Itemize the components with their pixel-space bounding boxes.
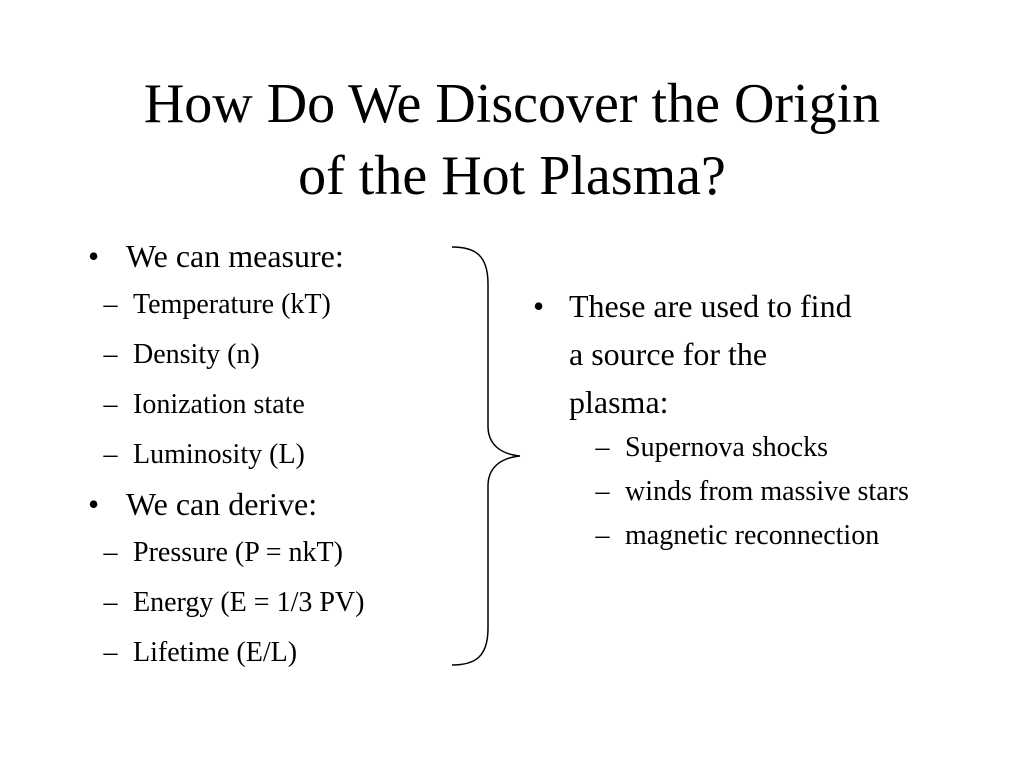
bullet-marker: • <box>88 238 100 274</box>
title-line-2: of the Hot Plasma? <box>298 145 726 207</box>
sub-item-text: Energy (E = 1/3 PV) <box>133 587 365 618</box>
dash-marker: – <box>595 520 610 551</box>
sub-item-text: magnetic reconnection <box>625 520 880 551</box>
sub-item-ionization <box>88 380 468 430</box>
sub-item-text: Temperature (kT) <box>133 289 331 320</box>
dash-marker: – <box>595 432 610 463</box>
sub-item-winds <box>580 470 953 514</box>
bullet-text-line-2: a source for the <box>569 336 768 372</box>
sub-item-luminosity <box>88 430 468 480</box>
sub-item-text: Density (n) <box>133 339 260 370</box>
sub-item-density <box>88 330 468 380</box>
right-column <box>533 282 953 558</box>
dash-marker: – <box>103 289 118 320</box>
derive-sub-list <box>88 528 468 678</box>
dash-marker: – <box>103 637 118 668</box>
dash-marker: – <box>595 476 610 507</box>
bullet-marker: • <box>533 288 545 324</box>
bullet-text: We can measure: <box>126 238 344 274</box>
sub-item-energy <box>88 578 468 628</box>
bullet-text-line-1: These are used to find <box>569 288 852 324</box>
dash-marker: – <box>103 389 118 420</box>
bullet-marker: • <box>88 486 100 522</box>
dash-marker: – <box>103 537 118 568</box>
bullet-text-line-3: plasma: <box>569 384 669 420</box>
source-sub-list <box>533 426 953 558</box>
sub-item-text: Supernova shocks <box>625 432 828 463</box>
sub-item-text: Luminosity (L) <box>133 439 305 470</box>
bullet-we-can-derive <box>88 480 468 528</box>
bullet-we-can-measure <box>88 232 468 280</box>
bullet-text: We can derive: <box>126 486 318 522</box>
sub-item-supernova <box>580 426 953 470</box>
bullet-these-are-used <box>533 282 953 426</box>
slide-title <box>0 68 1024 212</box>
sub-item-text: Lifetime (E/L) <box>133 637 298 668</box>
sub-item-magnetic <box>580 514 953 558</box>
dash-marker: – <box>103 439 118 470</box>
sub-item-pressure <box>88 528 468 578</box>
title-line-1: How Do We Discover the Origin <box>143 73 881 135</box>
sub-item-text: Ionization state <box>133 389 305 420</box>
curly-brace-path <box>452 247 520 665</box>
dash-marker: – <box>103 339 118 370</box>
sub-item-temperature <box>88 280 468 330</box>
left-column <box>88 232 468 678</box>
dash-marker: – <box>103 587 118 618</box>
sub-item-lifetime <box>88 628 468 678</box>
sub-item-text: winds from massive stars <box>625 476 909 507</box>
sub-item-text: Pressure (P = nkT) <box>133 537 343 568</box>
measure-sub-list <box>88 280 468 480</box>
curly-brace <box>448 244 528 668</box>
